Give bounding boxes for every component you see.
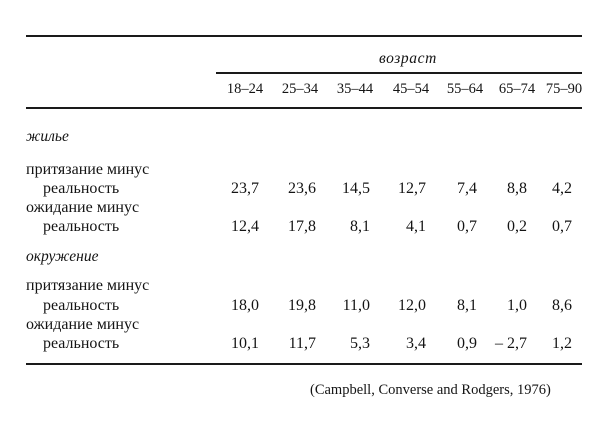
table-cell: 12,4 (231, 218, 259, 235)
row-label-line: реальность (43, 218, 120, 235)
age-group-label: 65–74 (498, 81, 536, 97)
table-cell: 3,4 (406, 335, 426, 352)
top-rule (26, 35, 582, 37)
row-label-line: ожидание минус (26, 199, 140, 216)
table-cell: 7,4 (457, 180, 477, 197)
table-cell: 23,6 (288, 180, 316, 197)
column-header-rule (26, 107, 582, 109)
table-cell: 17,8 (288, 218, 316, 235)
table-cell: 14,5 (342, 180, 370, 197)
table-cell: 10,1 (231, 335, 259, 352)
table-cell: 1,0 (507, 297, 527, 314)
table-cell: 8,6 (552, 297, 572, 314)
table-cell: 23,7 (231, 180, 259, 197)
age-group-label: 45–54 (392, 81, 430, 97)
row-label-line: реальность (43, 335, 120, 352)
table-cell: 11,7 (288, 335, 316, 352)
row-label-line: притязание минус (26, 161, 150, 178)
table-cell: 1,2 (552, 335, 572, 352)
table-cell: 8,1 (457, 297, 477, 314)
table-cell: 11,0 (342, 297, 370, 314)
table-cell: 8,1 (350, 218, 370, 235)
table-cell: 0,2 (507, 218, 527, 235)
source-citation: (Campbell, Converse and Rodgers, 1976) (310, 382, 551, 398)
age-group-label: 75–90 (545, 81, 583, 97)
table-cell: 0,7 (552, 218, 572, 235)
table-cell: 19,8 (288, 297, 316, 314)
section-title: окружение (26, 248, 99, 265)
row-label-line: реальность (43, 297, 120, 314)
table-cell: 0,9 (457, 335, 477, 352)
age-header-rule (216, 72, 582, 74)
table-cell: 18,0 (231, 297, 259, 314)
row-label-line: реальность (43, 180, 120, 197)
row-label-line: ожидание минус (26, 316, 140, 333)
age-group-label: 55–64 (446, 81, 484, 97)
table-cell: – 2,7 (495, 335, 527, 352)
row-label-line: притязание минус (26, 277, 150, 294)
bottom-rule (26, 363, 582, 365)
table-cell: 5,3 (350, 335, 370, 352)
age-group-label: 18–24 (226, 81, 264, 97)
section-title: жилье (26, 128, 69, 145)
table-cell: 12,7 (398, 180, 426, 197)
age-group-label: 35–44 (336, 81, 374, 97)
age-group-label: 25–34 (281, 81, 319, 97)
table-cell: 0,7 (457, 218, 477, 235)
table-cell: 4,2 (552, 180, 572, 197)
table-cell: 8,8 (507, 180, 527, 197)
age-header: возраст (379, 50, 437, 67)
table-cell: 4,1 (406, 218, 426, 235)
table-cell: 12,0 (398, 297, 426, 314)
